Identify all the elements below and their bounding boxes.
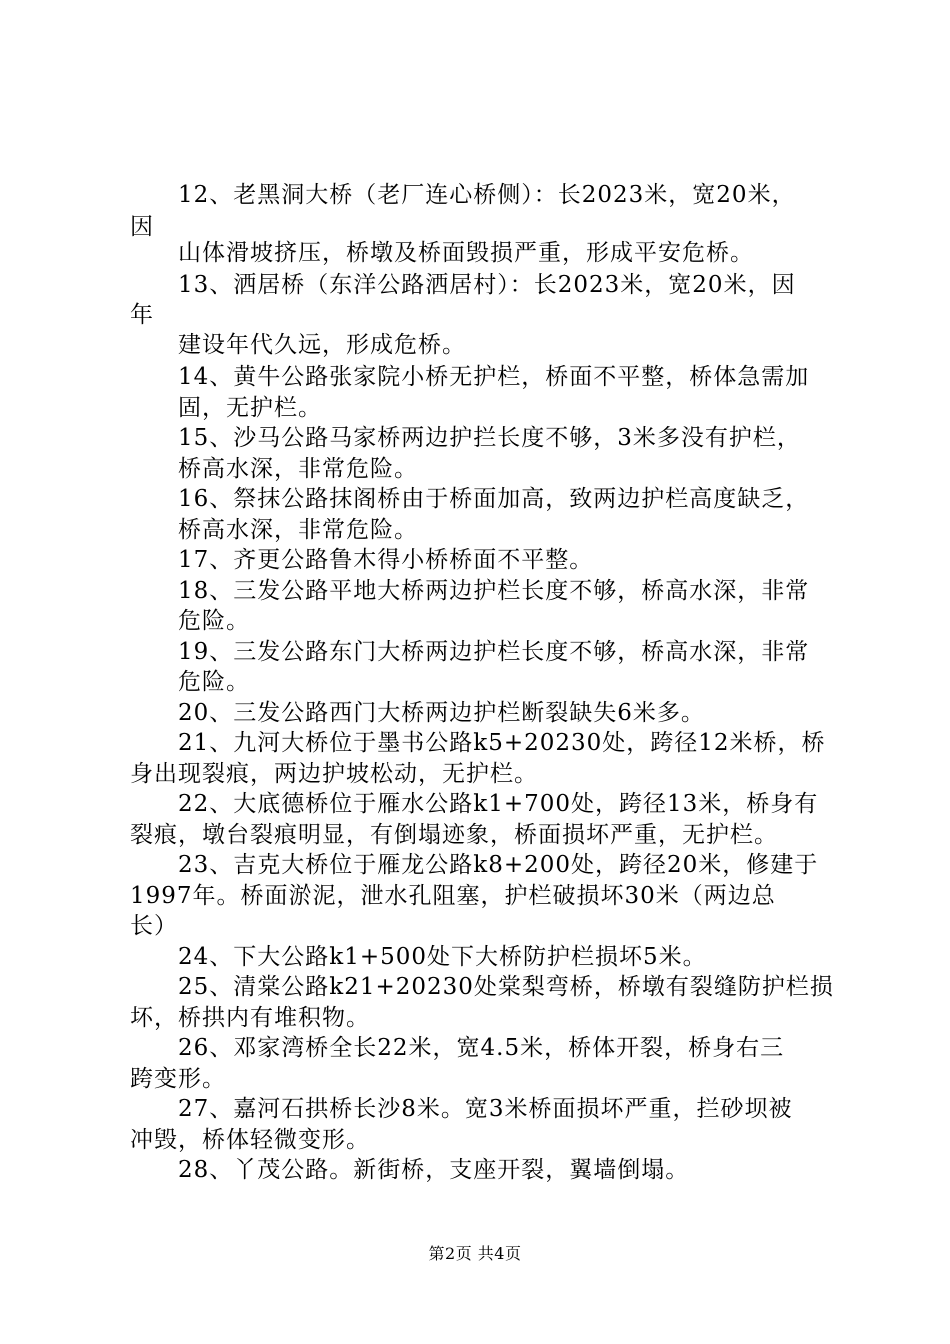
text-line: 12、老黑洞大桥（老厂连心桥侧）：长2023米，宽20米， xyxy=(178,182,796,208)
text-line: 14、黄牛公路张家院小桥无护栏，桥面不平整，桥体急需加 xyxy=(178,364,810,390)
text-line: 26、邓家湾桥全长22米，宽4.5米，桥体开裂，桥身右三 xyxy=(178,1035,785,1061)
text-line: 20、三发公路西门大桥两边护栏断裂缺失6米多。 xyxy=(178,700,705,726)
text-line: 年 xyxy=(130,302,154,328)
text-line: 坏，桥拱内有堆积物。 xyxy=(130,1005,370,1031)
text-line: 桥高水深，非常危险。 xyxy=(178,456,418,482)
text-line: 17、齐更公路鲁木得小桥桥面不平整。 xyxy=(178,547,594,573)
text-line: 危险。 xyxy=(178,608,250,634)
text-line: 身出现裂痕，两边护坡松动，无护栏。 xyxy=(130,761,538,787)
text-line: 因 xyxy=(130,214,154,240)
text-line: 23、吉克大桥位于雁龙公路k8+200处，跨径20米，修建于 xyxy=(178,852,819,878)
text-line: 19、三发公路东门大桥两边护栏长度不够，桥高水深，非常 xyxy=(178,639,810,665)
text-line: 27、嘉河石拱桥长沙8米。宽3米桥面损坏严重，拦砂坝被 xyxy=(178,1096,793,1122)
text-line: 建设年代久远，形成危桥。 xyxy=(178,332,466,358)
text-line: 15、沙马公路马家桥两边护拦长度不够，3米多没有护栏， xyxy=(178,425,801,451)
text-line: 危险。 xyxy=(178,669,250,695)
text-line: 16、祭抹公路抹阁桥由于桥面加高，致两边护栏高度缺乏， xyxy=(178,486,810,512)
page-footer: 第2页 共4页 xyxy=(428,1244,522,1263)
text-line: 22、大底德桥位于雁水公路k1+700处，跨径13米，桥身有 xyxy=(178,791,819,817)
text-line: 裂痕，墩台裂痕明显，有倒塌迹象，桥面损坏严重，无护栏。 xyxy=(130,822,778,848)
text-line: 24、下大公路k1+500处下大桥防护栏损坏5米。 xyxy=(178,944,707,970)
text-line: 跨变形。 xyxy=(130,1066,226,1092)
text-line: 山体滑坡挤压，桥墩及桥面毁损严重，形成平安危桥。 xyxy=(178,240,754,266)
text-line: 冲毁，桥体轻微变形。 xyxy=(130,1127,370,1153)
text-line: 固，无护栏。 xyxy=(178,395,322,421)
text-line: 18、三发公路平地大桥两边护栏长度不够，桥高水深，非常 xyxy=(178,578,810,604)
text-line: 长） xyxy=(130,913,178,939)
text-line: 28、丫茂公路。新街桥，支座开裂，翼墙倒塌。 xyxy=(178,1157,690,1183)
text-line: 13、洒居桥（东洋公路洒居村）：长2023米，宽20米，因 xyxy=(178,272,796,298)
text-line: 21、九河大桥位于墨书公路k5+20230处，跨径12米桥，桥 xyxy=(178,730,826,756)
text-line: 桥高水深，非常危险。 xyxy=(178,517,418,543)
text-line: 25、清棠公路k21+20230处棠梨弯桥，桥墩有裂缝防护栏损 xyxy=(178,974,834,1000)
text-line: 1997年。桥面淤泥，泄水孔阻塞，护栏破损坏30米（两边总 xyxy=(130,883,776,909)
